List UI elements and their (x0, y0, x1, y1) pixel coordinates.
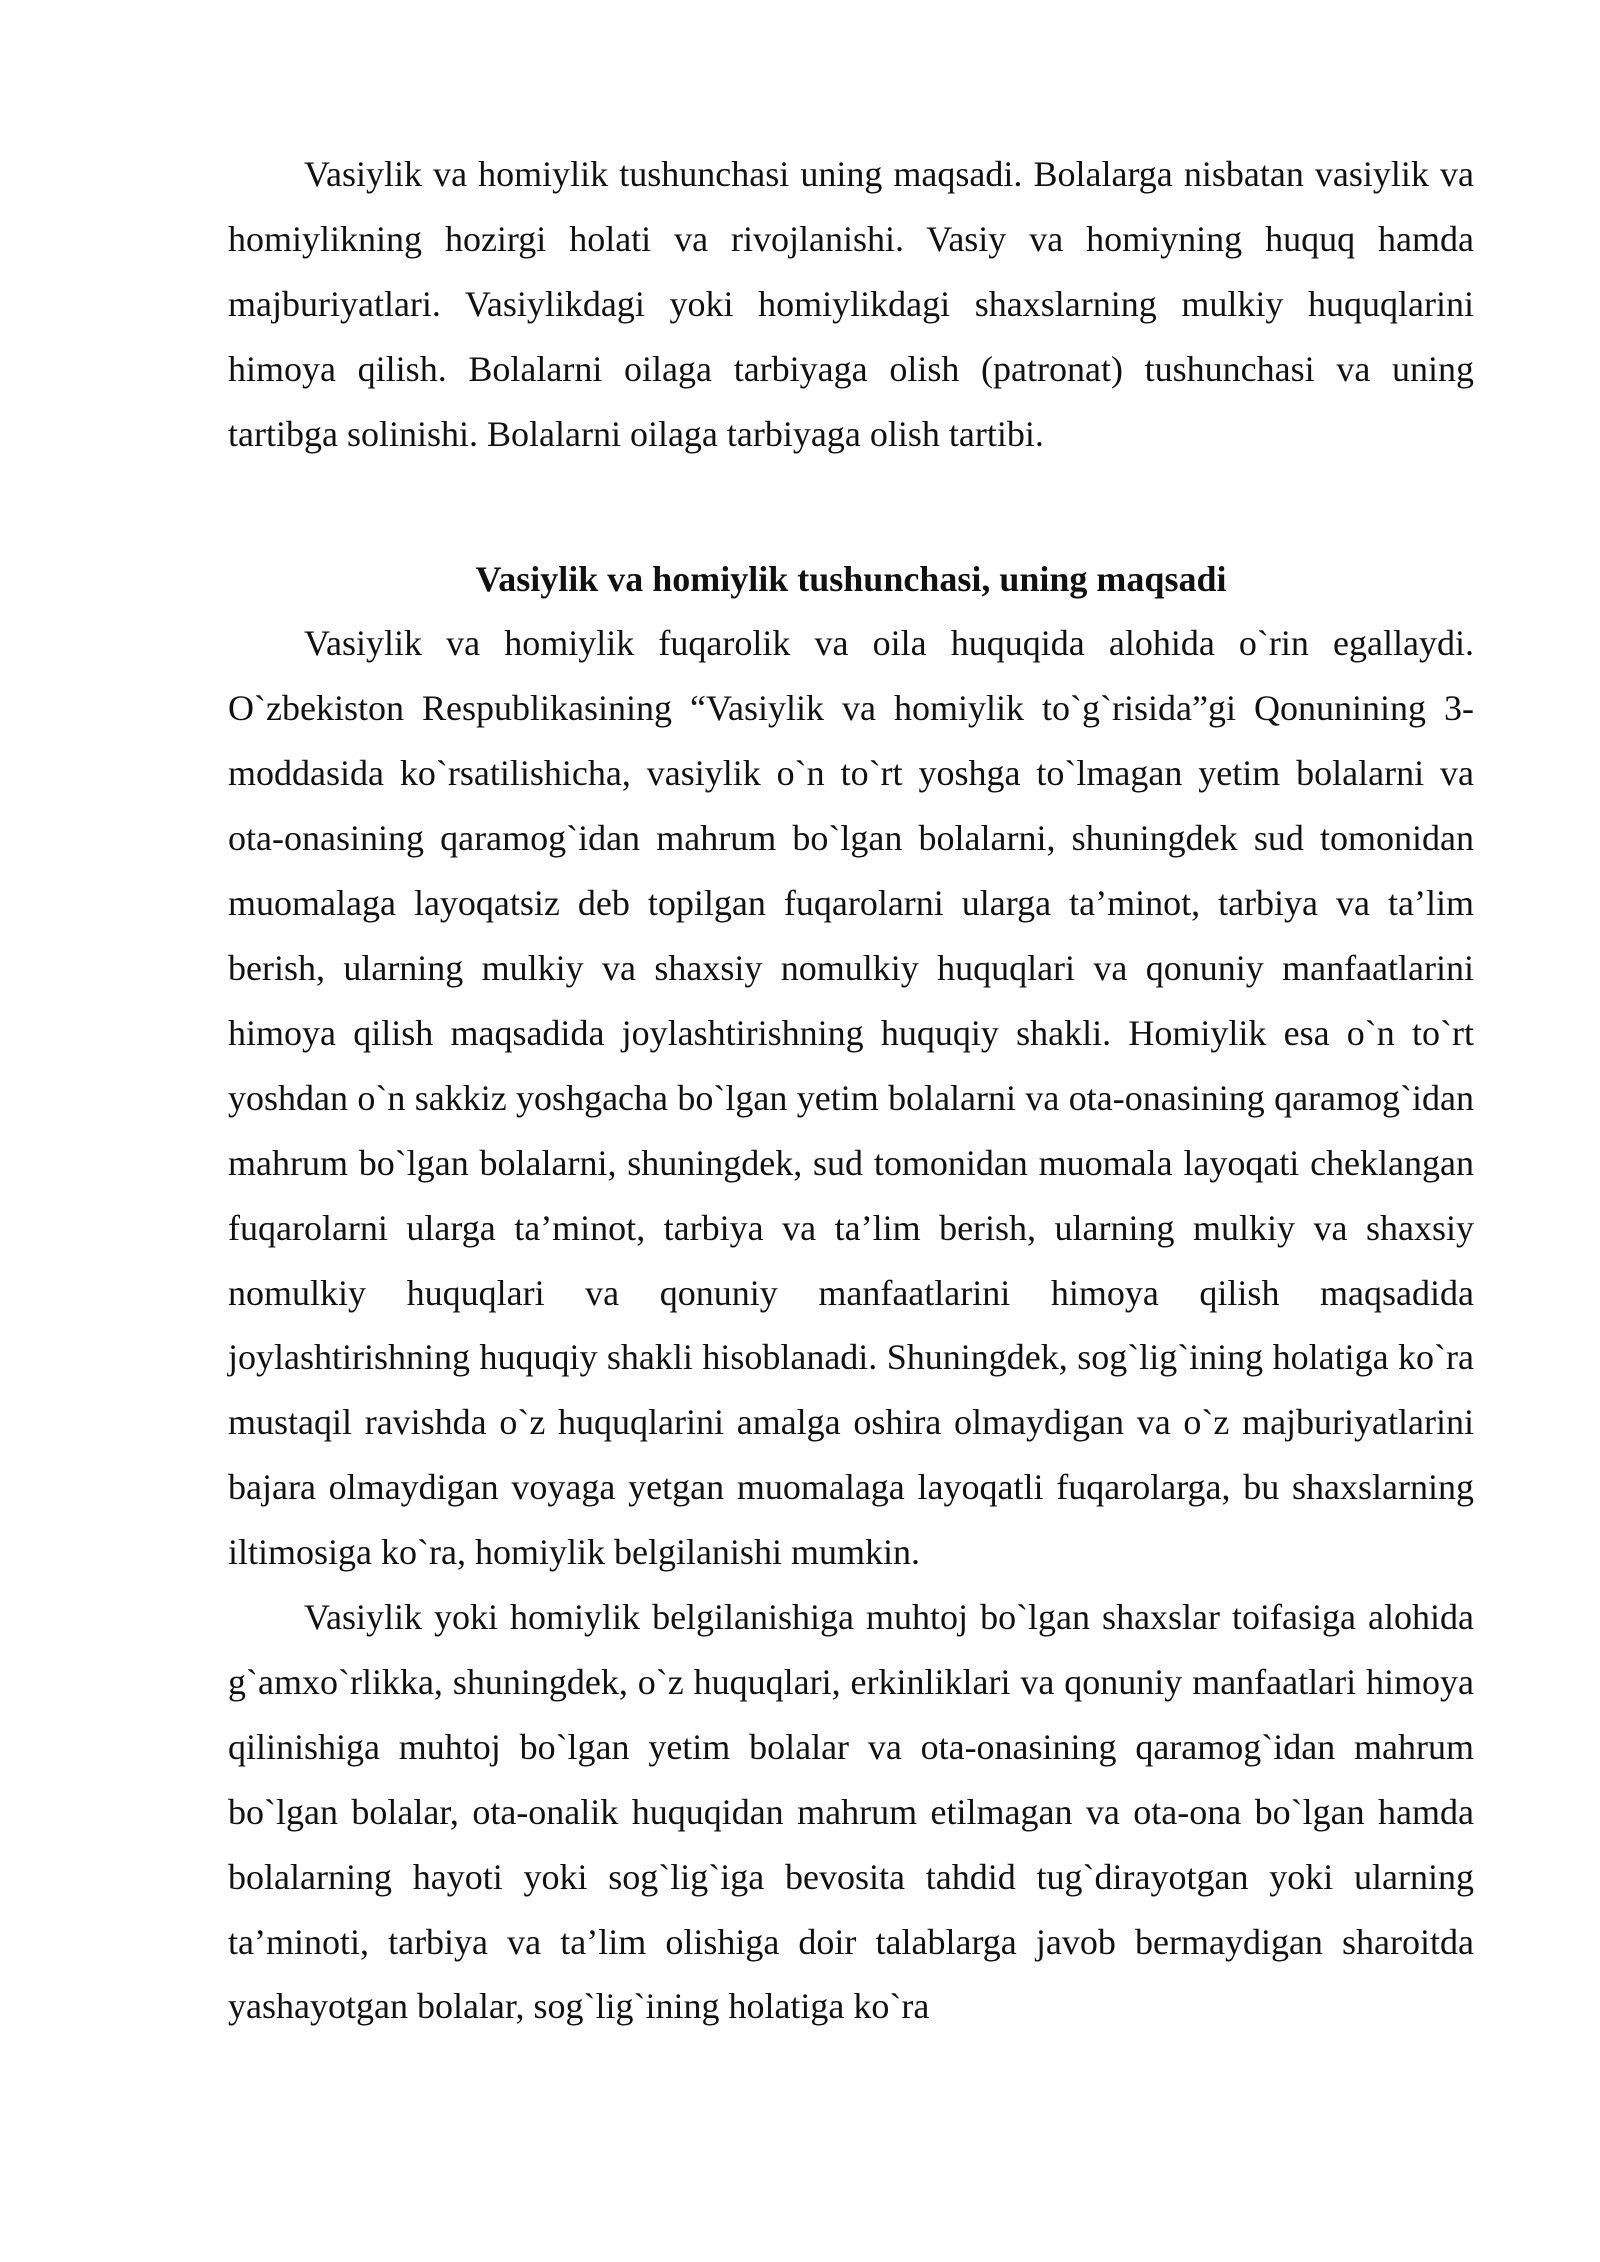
document-body (228, 142, 1474, 2039)
intro-paragraph: Vasiylik va homiylik tushunchasi uning maqsadi. Bolalarga nisbatan vasiylik va homiylikning hozirgi holati va rivojlanishi. Vasiy va homiyning huquq hamda majburiyatlari. Vasiylikdagi yoki homiylikdagi shaxslarning mulkiy huquqlarini himoya qilish. Bolalarni oilaga tarbiyaga olish (patronat) tushunchasi va uning tartibga solinishi. Bolalarni oilaga tarbiyaga olish tartibi. (228, 154, 1474, 454)
body-paragraph-2: Vasiylik yoki homiylik belgilanishiga muhtoj bo`lgan shaxslar toifasiga alohida g`amxo`rlikka, shuningdek, o`z huquqlari, erkinliklari va qonuniy manfaatlari himoya qilinishiga muhtoj bo`lgan yetim bolalar va ota-onasining qaramog`idan mahrum bo`lgan bolalar, ota-onalik huquqidan mahrum etilmagan va ota-ona bo`lgan hamda bolalarning hayoti yoki sog`lig`iga bevosita tahdid tug`dirayotgan yoki ularning ta’minoti, tarbiya va ta’lim olishiga doir talablarga javob bermaydigan sharoitda yashayotgan bolalar, sog`lig`ining holatiga ko`ra (228, 1597, 1474, 2027)
section-heading: Vasiylik va homiylik tushunchasi, uning maqsadi (475, 558, 1227, 599)
body-paragraph-1: Vasiylik va homiylik fuqarolik va oila huquqida alohida o`rin egallaydi. O`zbekiston Respublikasining “Vasiylik va homiylik to`g`risida”gi Qonunining 3-moddasida ko`rsatilishicha, vasiylik o`n to`rt yoshga to`lmagan yetim bolalarni va ota-onasining qaramog`idan mahrum bo`lgan bolalarni, shuningdek sud tomonidan muomalaga layoqatsiz deb topilgan fuqarolarni ularga ta’minot, tarbiya va ta’lim berish, ularning mulkiy va shaxsiy nomulkiy huquqlari va qonuniy manfaatlarini himoya qilish maqsadida joylashtirishning huquqiy shakli. Homiylik esa o`n to`rt yoshdan o`n sakkiz yoshgacha bo`lgan yetim bolalarni va ota-onasining qaramog`idan mahrum bo`lgan bolalarni, shuningdek, sud tomonidan muomala layoqati cheklangan fuqarolarni ularga ta’minot, tarbiya va ta’lim berish, ularning mulkiy va shaxsiy nomulkiy huquqlari va qonuniy manfaatlarini himoya qilish maqsadida joylashtirishning huquqiy shakli hisoblanadi. Shuningdek, sog`lig`ining holatiga ko`ra mustaqil ravishda o`z huquqlarini amalga oshira olmaydigan va o`z majburiyatlarini bajara olmaydigan voyaga yetgan muomalaga layoqatli fuqarolarga, bu shaxslarning iltimosiga ko`ra, homiylik belgilanishi mumkin. (228, 623, 1474, 1573)
